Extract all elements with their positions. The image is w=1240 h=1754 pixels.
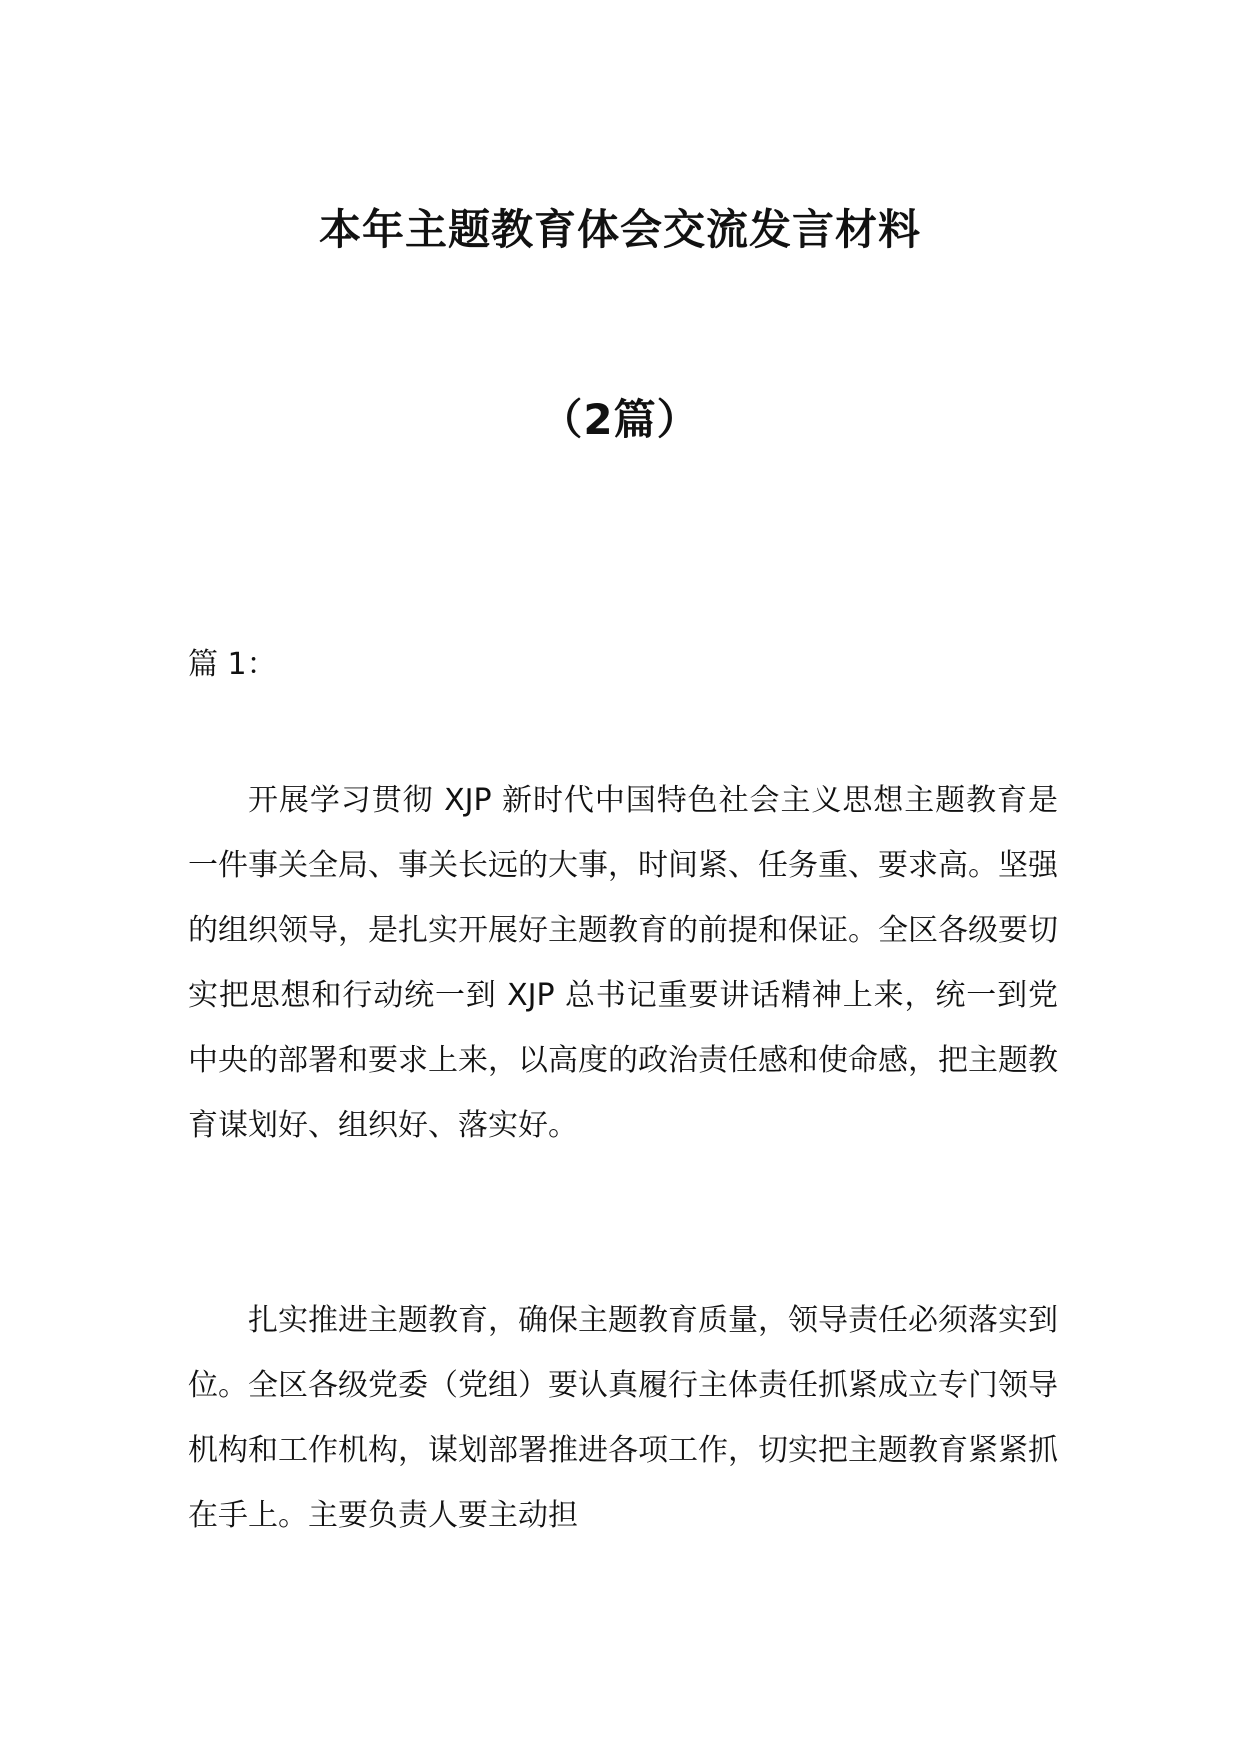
paragraph-1: 开展学习贯彻 XJP 新时代中国特色社会主义思想主题教育是一件事关全局、事关长远的大事，时间紧、任务重、要求高。坚强的组织领导，是扎实开展好主题教育的前提和保证。全区各级要切实把思想和行动统一到 XJP 总书记重要讲话精神上来，统一到党中央的部署和要求上来，以高度的政治责任感和使命感，把主题教育谋划好、组织好、落实好。 xyxy=(188,783,1058,1143)
document-title: 本年主题教育体会交流发言材料 xyxy=(318,205,921,254)
section-label: 篇 1： xyxy=(188,647,277,682)
paragraph-2: 扎实推进主题教育，确保主题教育质量，领导责任必须落实到位。全区各级党委（党组）要认真履行主体责任抓紧成立专门领导机构和工作机构，谋划部署推进各项工作，切实把主题教育紧紧抓在手上。主要负责人要主动担 xyxy=(188,1303,1058,1533)
document-subtitle: （2篇） xyxy=(540,395,700,444)
